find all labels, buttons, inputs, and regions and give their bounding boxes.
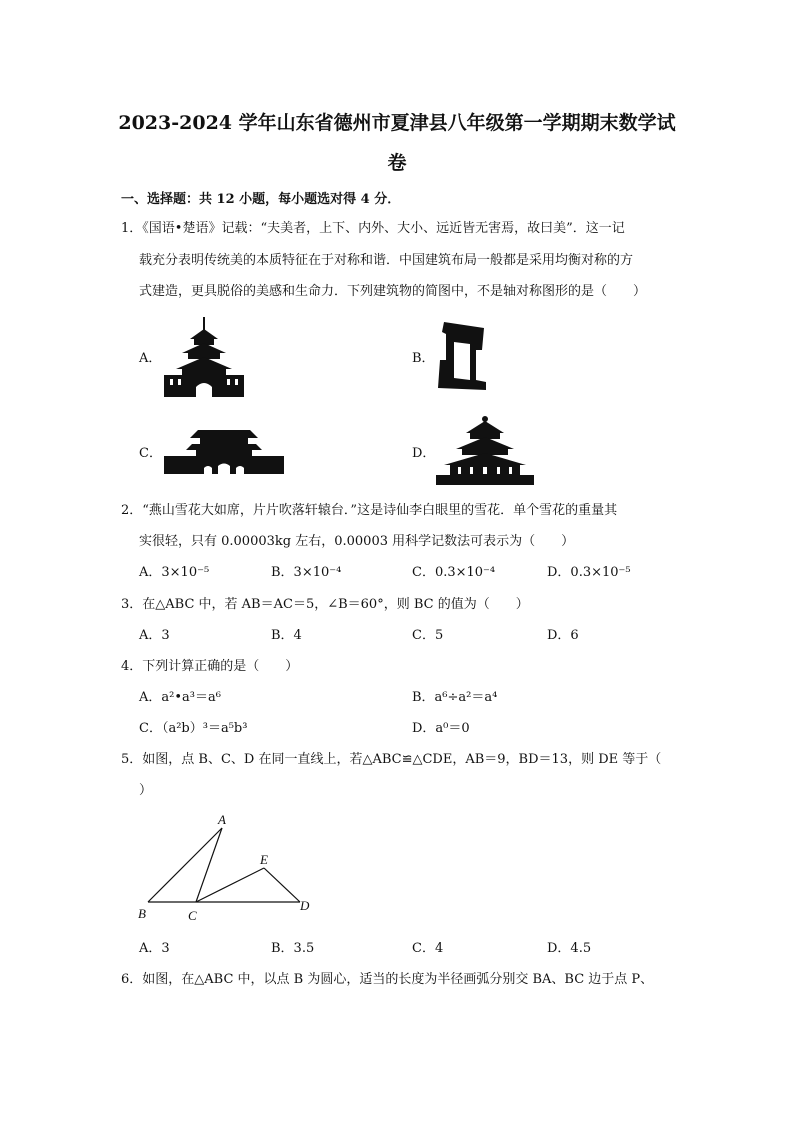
q1-line-2: 载充分表明传统美的本质特征在于对称和谐．中国建筑布局一般都是采用均衡对称的方 <box>139 253 634 268</box>
label-b: B <box>138 906 146 921</box>
q3-option-a: A．3 <box>139 628 170 643</box>
label-c: C <box>188 908 197 923</box>
q3-line-1: 3．在△ABC 中，若 AB＝AC＝5，∠B＝60°，则 BC 的值为（ ） <box>121 597 529 612</box>
q3-option-d: D．6 <box>547 628 579 643</box>
q5-option-c: C．4 <box>412 941 444 956</box>
segment-ab <box>148 828 222 902</box>
q4-option-c: C．（a²b）³＝a⁵b³ <box>139 721 248 736</box>
label-d: D <box>300 898 310 913</box>
cctv-tower-icon <box>436 320 488 392</box>
q4-option-b: B．a⁶÷a²＝a⁴ <box>412 690 498 705</box>
q4-line-1: 4．下列计算正确的是（ ） <box>121 659 299 674</box>
q2-option-c: C．0.3×10⁻⁴ <box>412 565 496 580</box>
title-line-1: 2023-2024 学年山东省德州市夏津县八年级第一学期期末数学试 <box>118 112 676 134</box>
q5-line-1: 5．如图，点 B、C、D 在同一直线上，若△ABC≌△CDE，AB＝9，BD＝13，则 DE 等于（ <box>121 752 662 767</box>
q1-option-d: D． <box>412 446 436 461</box>
q4-option-d: D．a⁰＝0 <box>412 721 470 736</box>
q2-option-b: B．3×10⁻⁴ <box>271 565 342 580</box>
q6-line-1: 6．如图，在△ABC 中，以点 B 为圆心，适当的长度为半径画弧分别交 BA、BC 边于点 P、 <box>121 972 654 987</box>
section-heading: 一、选择题：共 12 小题，每小题选对得 4 分． <box>121 192 401 207</box>
q2-line-1: 2．“燕山雪花大如席，片片吹落轩辕台．”这是诗仙李白眼里的雪花．单个雪花的重量其 <box>121 503 618 518</box>
tiananmen-icon <box>164 424 284 474</box>
pagoda-icon <box>160 317 248 397</box>
q5-line-2: ） <box>139 783 153 798</box>
q1-option-a: A． <box>139 351 162 366</box>
q2-option-d: D．0.3×10⁻⁵ <box>547 565 631 580</box>
q4-option-a: A．a²•a³＝a⁶ <box>139 690 221 705</box>
q5-option-a: A．3 <box>139 941 170 956</box>
q1-option-b: B． <box>412 351 435 366</box>
q5-option-b: B．3.5 <box>271 941 315 956</box>
q2-option-a: A．3×10⁻⁵ <box>139 565 210 580</box>
q3-option-b: B．4 <box>271 628 302 643</box>
q5-option-d: D．4.5 <box>547 941 592 956</box>
triangle-figure <box>130 808 330 924</box>
temple-of-heaven-icon <box>436 415 534 485</box>
segment-ed <box>264 868 300 902</box>
q1-line-1: 1．《国语•楚语》记载：“夫美者，上下、内外、大小、远近皆无害焉，故曰美”．这一记 <box>121 221 625 236</box>
q2-line-2: 实很轻，只有 0.00003kg 左右，0.00003 用科学记数法可表示为（ ） <box>139 534 575 549</box>
q1-line-3: 式建造，更具脱俗的美感和生命力．下列建筑物的简图中，不是轴对称图形的是（ ） <box>139 284 647 299</box>
label-e: E <box>260 852 268 867</box>
q1-option-c: C． <box>139 446 162 461</box>
q3-option-c: C．5 <box>412 628 444 643</box>
label-a: A <box>218 812 226 827</box>
title-line-2: 卷 <box>387 152 407 174</box>
